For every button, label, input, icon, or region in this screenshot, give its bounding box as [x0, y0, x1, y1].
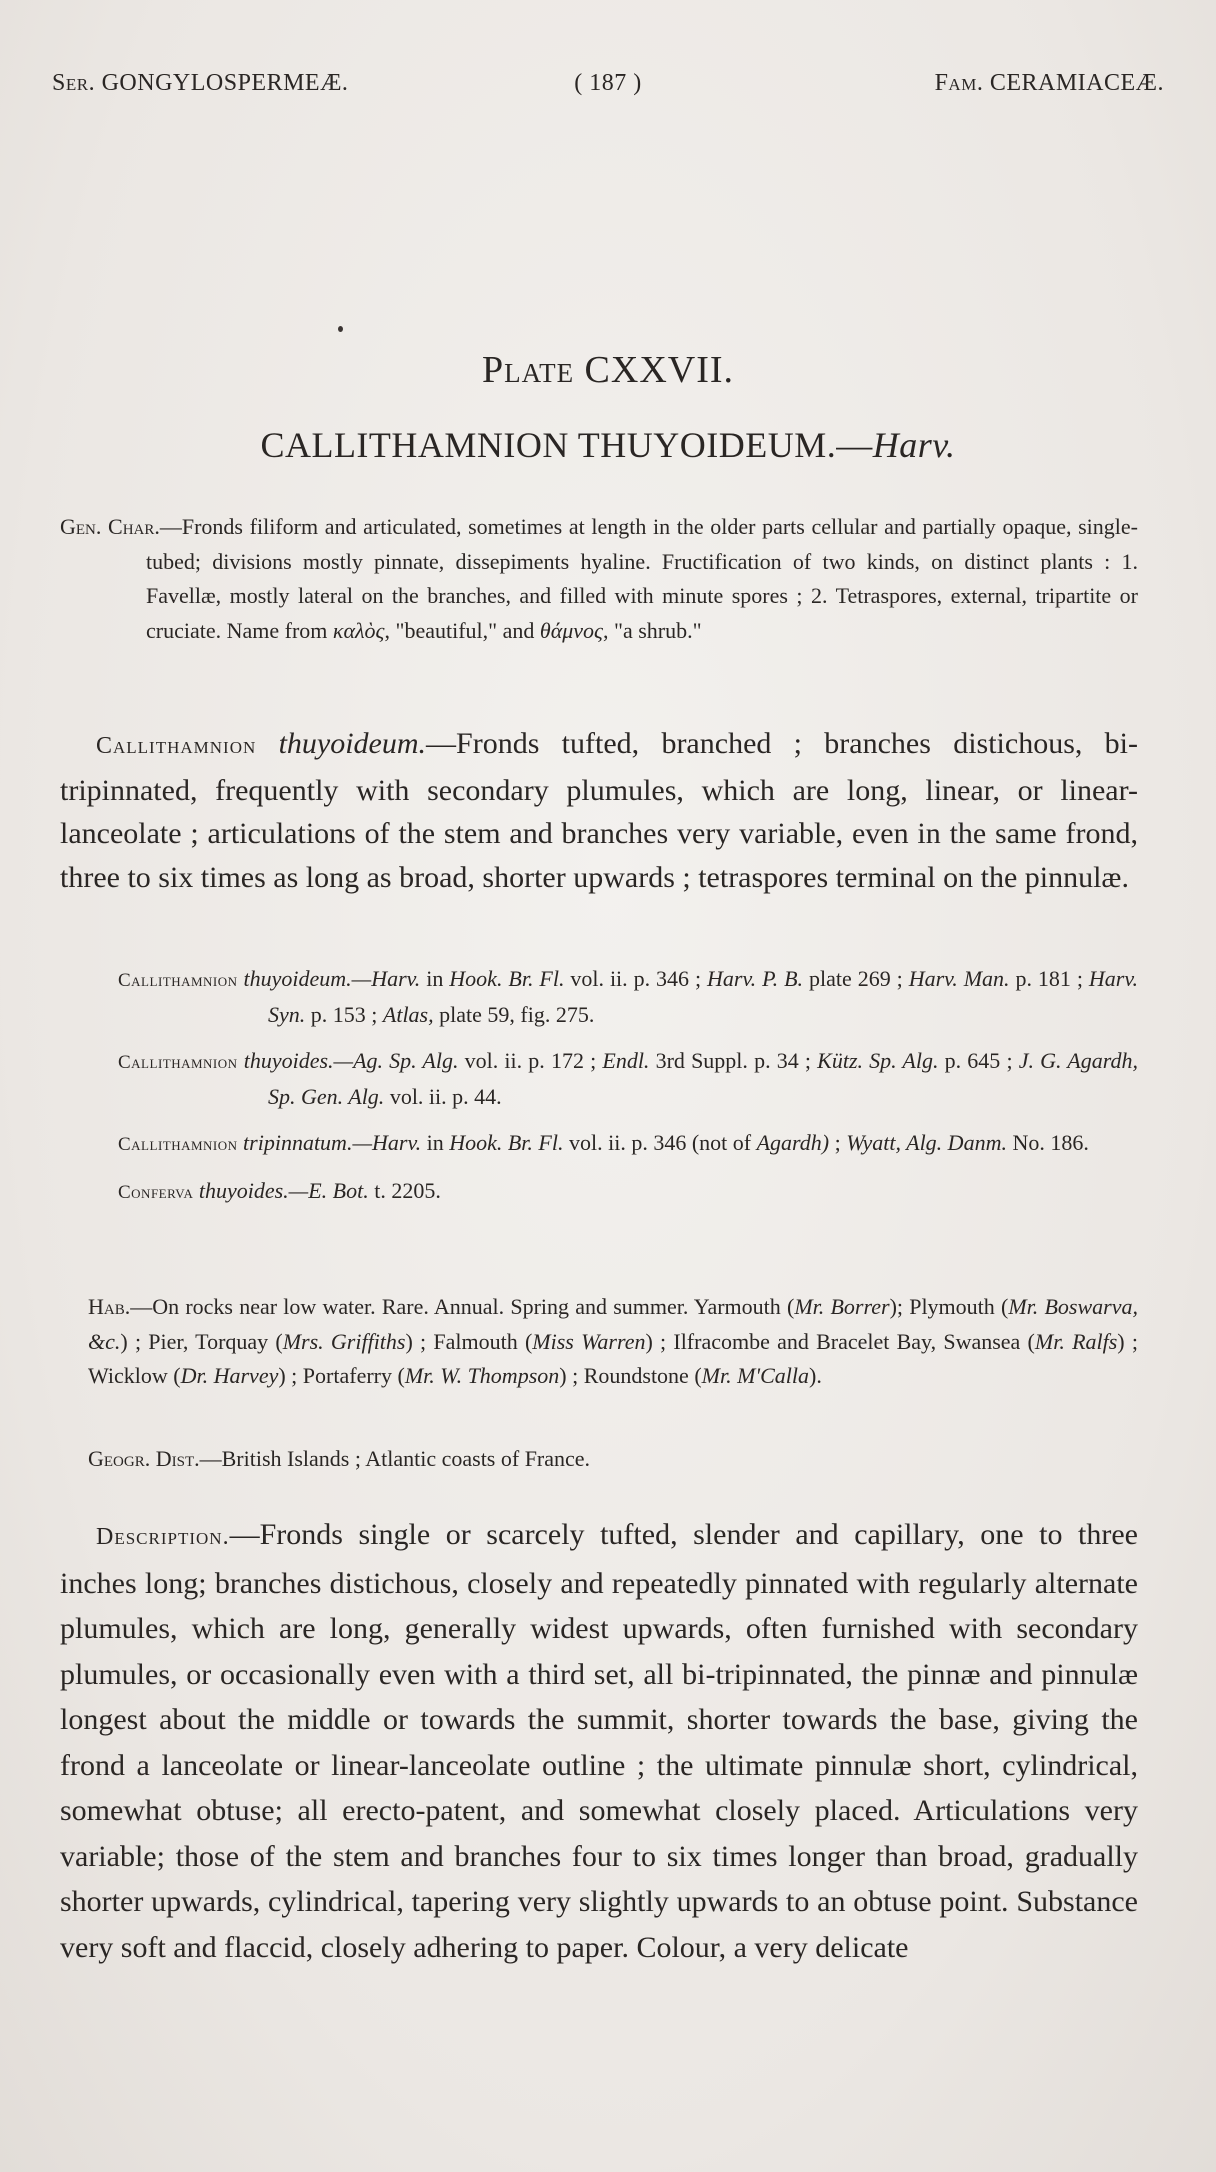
habitat-text: ) ; Falmouth (: [405, 1328, 533, 1354]
gen-char-text: —Fronds filiform and articulated, sometimes at length in the older parts cellular and partially opaque, single-tubed; divisions mostly pinnate, dissepiments hyaline. Fructification of two kinds, on distinct plants : 1. Favellæ, mostly lateral on the branches, and filled with minute spores ; 2. Tetraspores, external, tripartite or cruciate. Name from: [146, 514, 1138, 643]
habitat-text: ).: [809, 1363, 822, 1388]
collector-name: Mrs. Griffiths: [282, 1328, 406, 1354]
habitat-text: ) ; Pier, Torquay (: [120, 1328, 283, 1354]
synonym-ref: p. 645 ;: [938, 1048, 1019, 1073]
synonym-ref: ;: [829, 1130, 847, 1155]
synonym-ref: in: [420, 966, 450, 991]
synonym-ref: p. 181 ;: [1009, 966, 1089, 991]
synonym-species: thuyoides.—Ag. Sp. Alg.: [243, 1048, 459, 1073]
habitat-text: ) ; Roundstone (: [559, 1363, 702, 1388]
synonym-ref: in: [421, 1130, 450, 1155]
synonym-species: tripinnatum.—Harv.: [243, 1130, 422, 1155]
synonym-ref: Harv. Syn.: [268, 966, 1139, 1027]
species-title-name: CALLITHAMNION THUYOIDEUM.—: [260, 425, 873, 465]
running-head-family: Fam. CERAMIACEÆ.: [934, 70, 1164, 96]
habitat-text: ) ; Ilfracombe and Bracelet Bay, Swansea (: [645, 1328, 1035, 1354]
running-head-series: Ser. GONGYLOSPERMEÆ.: [52, 70, 349, 96]
synonym-ref: Kütz. Sp. Alg.: [817, 1048, 939, 1073]
synonym-genus: Callithamnion: [118, 970, 238, 991]
plate-title: Plate CXXVII.: [481, 349, 735, 391]
synonym-ref: Harv. P. B.: [707, 966, 804, 991]
synonym-ref: t. 2205.: [368, 1178, 441, 1203]
collector-name: Mr. Ralfs: [1034, 1328, 1118, 1354]
gen-char-greek-1: καλὸς: [332, 617, 385, 643]
species-diagnosis-epithet: thuyoideum.: [278, 727, 427, 760]
page-number: ( 187 ): [574, 70, 642, 96]
collector-name: Mr. Borrer: [794, 1294, 890, 1319]
gen-char-greek-2: θάμνος: [539, 617, 603, 643]
collector-name: Miss Warren: [532, 1328, 646, 1354]
synonym-entry: [118, 1126, 1138, 1162]
synonym-species: thuyoides.—E. Bot.: [198, 1178, 369, 1203]
synonym-ref: Agardh): [756, 1130, 830, 1155]
synonym-ref: Harv. Man.: [908, 966, 1010, 991]
collector-name: Mr. M'Calla: [701, 1363, 810, 1388]
gen-char-text-2: , "beautiful," and: [384, 617, 540, 643]
synonym-ref: plate 59, fig. 275.: [433, 1002, 595, 1027]
habitat-text: ) ; Wicklow (: [88, 1328, 1138, 1388]
geographic-distribution: [88, 1442, 1138, 1476]
synonym-ref: Hook. Br. Fl.: [449, 1130, 564, 1155]
species-diagnosis-lead: Callithamnion: [96, 733, 257, 759]
geogr-lead: Geogr. Dist.: [88, 1446, 200, 1471]
synonym-ref: vol. ii. p. 346 (not of: [563, 1130, 757, 1155]
synonym-entry: [118, 962, 1138, 1032]
synonym-ref: Wyatt, Alg. Danm.: [846, 1130, 1007, 1155]
synonym-species: thuyoideum.—Harv.: [243, 966, 421, 991]
habitat-text: —On rocks near low water. Rare. Annual. Spring and summer. Yarmouth (: [130, 1294, 795, 1319]
description-text: —Fronds single or scarcely tufted, slender and capillary, one to three inches long; branches distichous, closely and repeatedly pinnated with regularly alternate plumules, which are long, generally widest upwards, often furnished with secondary plumules, or occasionally even with a third set, all bi-tripinnated, the pinnæ and pinnulæ longest about the middle or towards the summit, shorter towards the base, giving the frond a lanceolate or linear-lanceolate outline ; the ultimate pinnulæ short, cylindrical, somewhat obtuse; all erecto-patent, and somewhat closely placed. Articulations very variable; those of the stem and branches four to six times longer than broad, gradually shorter upwards, cylindrical, tapering very slightly upwards to an obtuse point. Substance very soft and flaccid, closely adhering to paper. Colour, a very delicate: [60, 1518, 1138, 1964]
synonym-ref: J. G. Agardh, Sp. Gen. Alg.: [268, 1048, 1138, 1109]
collector-name: Mr. W. Thompson: [404, 1363, 560, 1388]
synonym-ref: No. 186.: [1006, 1130, 1089, 1155]
synonym-ref: vol. ii. p. 44.: [384, 1084, 502, 1109]
synonym-ref: 3rd Suppl. p. 34 ;: [649, 1048, 818, 1073]
habitat: [88, 1290, 1138, 1394]
collector-name: Mr. Boswarva, &c.: [88, 1294, 1138, 1354]
gen-char-lead: Gen. Char.: [60, 514, 160, 539]
synonym-ref: vol. ii. p. 172 ;: [458, 1048, 603, 1073]
synonym-ref: vol. ii. p. 346 ;: [564, 966, 708, 991]
species-diagnosis: [60, 722, 1138, 899]
running-head: [52, 70, 1164, 110]
synonym-ref: Hook. Br. Fl.: [449, 966, 565, 991]
habitat-lead: Hab.: [88, 1294, 131, 1319]
synonym-entry: [118, 1174, 1138, 1210]
species-title-author: Harv.: [872, 425, 956, 465]
collector-name: Dr. Harvey: [180, 1363, 279, 1388]
species-title: [0, 424, 1216, 466]
synonym-list: [118, 962, 1138, 1222]
synonym-genus: Conferva: [118, 1182, 194, 1203]
synonym-entry: [118, 1044, 1138, 1114]
synonym-genus: Callithamnion: [118, 1052, 238, 1073]
gen-char-text-3: , "a shrub.": [602, 617, 702, 643]
synonym-ref: plate 269 ;: [803, 966, 909, 991]
habitat-text: ) ; Portaferry (: [278, 1363, 405, 1388]
generic-character: [60, 510, 1138, 648]
synonym-genus: Callithamnion: [118, 1134, 238, 1155]
description-lead: Description.: [96, 1524, 230, 1550]
synonym-ref: Atlas,: [382, 1002, 434, 1027]
ink-speck: [338, 326, 343, 332]
species-diagnosis-text: —Fronds tufted, branched ; branches distichous, bi-tripinnated, frequently with secondary plumules, which are long, linear, or linear-lanceolate ; articulations of the stem and branches very variable, even in the same frond, three to six times as long as broad, shorter upwards ; tetraspores terminal on the pinnulæ.: [60, 727, 1139, 894]
synonym-ref: Endl.: [602, 1048, 650, 1073]
description: [60, 1512, 1138, 1970]
habitat-text: ); Plymouth (: [889, 1294, 1009, 1319]
geogr-text: —British Islands ; Atlantic coasts of France.: [199, 1446, 591, 1471]
synonym-ref: p. 153 ;: [305, 1002, 383, 1027]
